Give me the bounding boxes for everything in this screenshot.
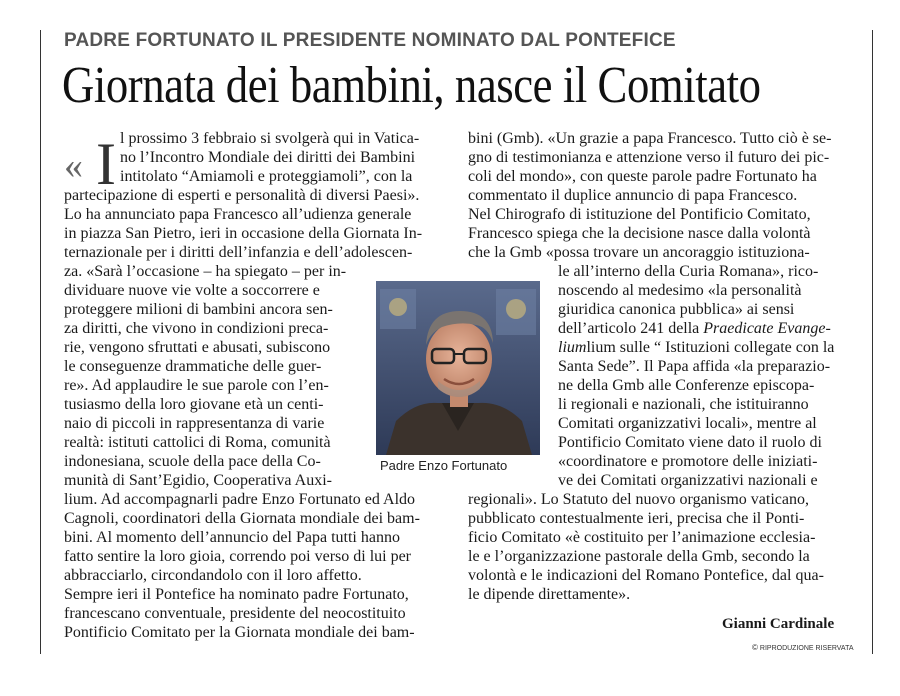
italic-title: lium [558, 339, 587, 356]
article-line: le all’interno della Curia Romana», rico- [558, 263, 819, 280]
article-line: regionali». Lo Statuto del nuovo organismo vaticano, [468, 491, 809, 508]
article-line: za. «Sarà l’occasione – ha spiegato – per in- [64, 263, 347, 280]
kicker: PADRE FORTUNATO IL PRESIDENTE NOMINATO DAL PONTEFICE [64, 30, 676, 51]
article-line: ternazionale per i diritti dell’infanzia e dell’adolescen- [64, 244, 413, 261]
article-line: Cagnoli, coordinatori della Giornata mondiale dei bam- [64, 510, 420, 527]
drop-cap: I [96, 131, 116, 197]
article-line [558, 338, 834, 357]
article-line: noscendo al medesimo «la personalità [558, 282, 802, 299]
article-line: ve dei Comitati organizzativi nazionali e [558, 472, 818, 489]
article-line: ne della Gmb alle Conferenze episcopa- [558, 377, 815, 394]
article-line: giuridica canonica pubblica» ai sensi [558, 301, 795, 318]
article-line: dividuare nuove vie volte a soccorrere e [64, 282, 320, 299]
rights-text: RIPRODUZIONE RISERVATA [759, 645, 854, 652]
article-line: le conseguenze drammatiche delle guer- [64, 358, 322, 375]
open-quote-mark: « [64, 145, 83, 187]
column-rule-right [872, 30, 873, 654]
italic-title: Praedicate Evange- [703, 320, 831, 337]
article-line: pubblicato contestualmente ieri, precisa che il Ponti- [468, 510, 805, 527]
article-line: gno di testimonianza e attenzione verso il futuro dei pic- [468, 149, 830, 166]
article-line: «coordinatore e promotore delle iniziati- [558, 453, 818, 470]
article-line: in piazza San Pietro, ieri in occasione della Giornata In- [64, 225, 423, 242]
article-line: proteggere milioni di bambini ancora sen- [64, 301, 333, 318]
article-line: Francesco spiega che la decisione nasce dalla volontà [468, 225, 811, 242]
article-line: Sempre ieri il Pontefice ha nominato padre Fortunato, [64, 586, 409, 603]
article-line: rie, vengono sfruttati e abusati, subiscono [64, 339, 331, 356]
article-line: Santa Sede”. Il Papa affida «la preparazio- [558, 358, 831, 375]
article-line: lium. Ad accompagnarli padre Enzo Fortunato ed Aldo [64, 491, 416, 508]
article-line: Nel Chirografo di istituzione del Pontificio Comitato, [468, 206, 811, 223]
author-byline: Gianni Cardinale [722, 616, 835, 632]
article-line: li regionali e nazionali, che istituiranno [558, 396, 809, 413]
portrait-image [376, 281, 540, 455]
column-rule-left [40, 30, 41, 654]
article-line: commentato il duplice annuncio di papa Francesco. [468, 187, 798, 204]
article-line: volontà e le indicazioni del Romano Pontefice, dal qua- [468, 567, 824, 584]
article-line: fatto sentire la loro gioia, correndo poi verso di lui per [64, 548, 412, 565]
copyright-notice [752, 643, 854, 652]
article-line: francescano conventuale, presidente del neocostituito [64, 605, 406, 622]
article-line: coli del mondo», con queste parole padre Fortunato ha [468, 168, 817, 185]
article-line: le dipende direttamente». [468, 586, 631, 603]
article-line: Comitati organizzativi locali», mentre al [558, 415, 817, 432]
article-line: Pontificio Comitato per la Giornata mondiale dei bam- [64, 624, 415, 641]
article-line-text: lium sulle “ Istituzioni collegate con la [586, 339, 835, 356]
article-line: naio di piccoli in rappresentanza di varie [64, 415, 325, 432]
article-line: bini. Al momento dell’annuncio del Papa tutti hanno [64, 529, 400, 546]
article-line: no l’Incontro Mondiale dei diritti dei Bambini [120, 149, 416, 166]
article-line: indonesiana, scuole della pace della Co- [64, 453, 321, 470]
article-line: l prossimo 3 febbraio si svolgerà qui in Vatica- [120, 130, 420, 147]
article-line: tusiasmo della loro giovane età un centi- [64, 396, 324, 413]
article-line-text: dell’articolo 241 della [558, 320, 704, 337]
article-line: munità di Sant’Egidio, Cooperativa Auxi- [64, 472, 332, 489]
article-line: re». Ad applaudire le sue parole con l’en- [64, 377, 329, 394]
article-line: Pontificio Comitato viene dato il ruolo di [558, 434, 822, 451]
article-line: bini (Gmb). «Un grazie a papa Francesco. Tutto ciò è se- [468, 130, 832, 147]
article-line: intitolato “Amiamoli e proteggiamoli”, con la [120, 168, 413, 185]
article-line [558, 319, 831, 338]
article-line: le e l’organizzazione pastorale della Gmb, secondo la [468, 548, 810, 565]
photo-caption: Padre Enzo Fortunato [380, 458, 508, 473]
article-line: za diritti, che vivono in condizioni preca- [64, 320, 329, 337]
article-line: abbracciarlo, circondandolo con il loro affetto. [64, 567, 362, 584]
article-line: ficio Comitato «è costituito per l’animazione ecclesia- [468, 529, 816, 546]
headline: Giornata dei bambini, nasce il Comitato [62, 57, 761, 114]
article-line: Lo ha annunciato papa Francesco all’udienza generale [64, 206, 412, 223]
article-line: che la Gmb «possa trovare un ancoraggio istituziona- [468, 244, 810, 261]
portrait-photo [376, 281, 540, 455]
copyright-symbol: © [752, 643, 758, 652]
article-line: realtà: istituti cattolici di Roma, comunità [64, 434, 331, 451]
article-line: partecipazione di esperti e personalità di diversi Paesi». [64, 187, 420, 204]
